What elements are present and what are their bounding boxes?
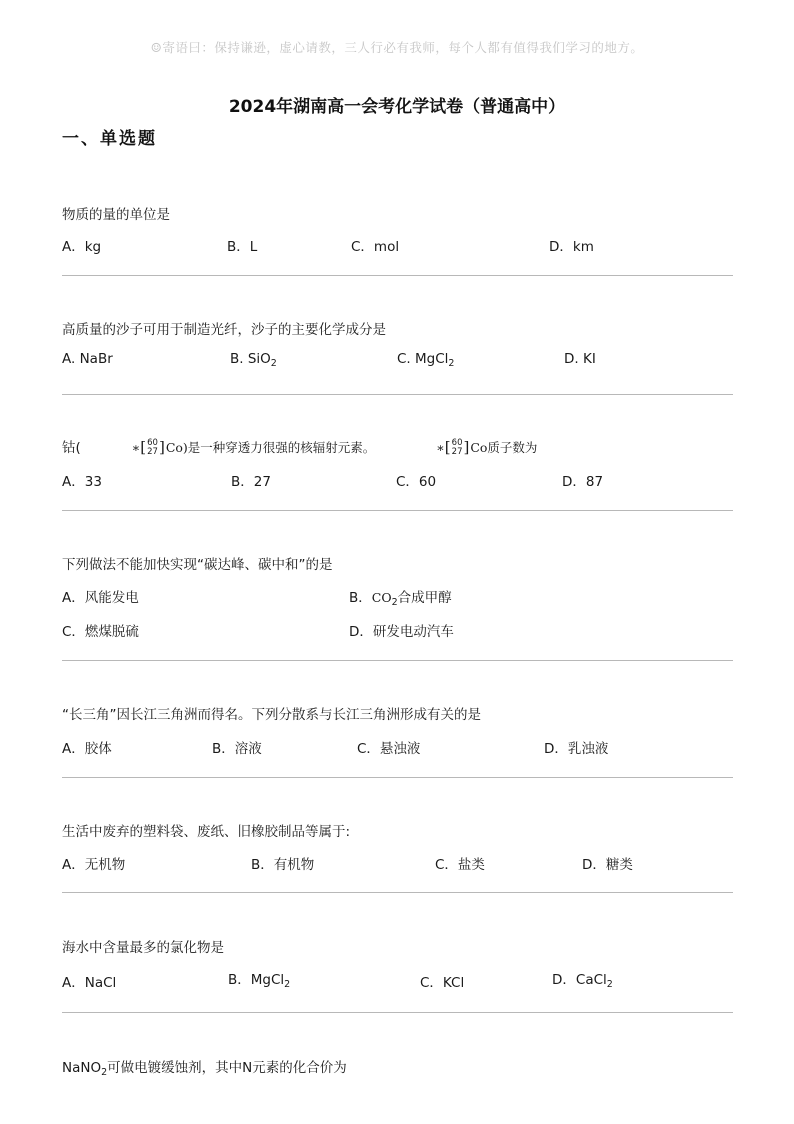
divider [62,660,733,661]
q4-option-b-letter: B． [349,590,372,606]
q2-option-b-text: B. SiO [230,351,271,367]
question-8-stem [62,1056,347,1076]
question-1-stem: 物质的量的单位是 [62,207,170,223]
exam-title: 2024年湖南高一会考化学试卷（普通高中） [228,97,566,117]
section-heading: 一、单选题 [62,129,157,149]
question-2-stem: 高质量的沙子可用于制造光纤，沙子的主要化学成分是 [62,322,386,338]
divider [62,510,733,511]
q4-option-b[interactable] [349,586,452,606]
question-3-stem [62,436,537,457]
asterisk: ∗ [131,440,141,455]
q2-option-a[interactable]: A. NaBr [62,351,113,367]
divider [62,1012,733,1013]
nuclide-cobalt-60: ∗ [ 60 27 ] [131,437,165,457]
subscript: 2 [448,358,455,369]
q1-option-c[interactable]: C．mol [351,239,400,255]
q3-option-c[interactable]: C．60 [396,474,437,490]
q8-stem-text: 可做电镀缓蚀剂，其中N元素的化合价为 [107,1060,347,1076]
q4-option-a[interactable]: A．风能发电 [62,590,139,606]
q3-option-b[interactable]: B．27 [231,474,271,490]
q6-option-c[interactable]: C．盐类 [435,857,485,873]
q2-option-c[interactable] [397,351,454,367]
q5-option-a[interactable]: A．胶体 [62,741,112,757]
q4-option-b-text: 合成甲醇 [397,590,452,606]
q1-option-d[interactable]: D．km [549,239,594,255]
subscript: 2 [606,979,613,990]
mass-number: 60 [147,437,158,448]
q8-formula: NaNO [62,1060,102,1076]
q7-option-c[interactable]: C．KCl [420,975,465,991]
q7-option-b-text: B．MgCl [228,972,285,988]
subscript: 2 [391,597,398,608]
q1-option-b[interactable]: B．L [227,239,258,255]
watermark-motto: ☺寄语曰：保持谦逊，虚心请教，三人行必有我师，每个人都有值得我们学习的地方。 [150,40,644,55]
q3-stem-end: Co质子数为 [470,440,538,455]
q6-option-d[interactable]: D．糖类 [582,857,633,873]
atomic-number: 27 [451,446,463,457]
question-7-stem: 海水中含量最多的氯化物是 [62,940,224,956]
q4-option-d[interactable]: D．研发电动汽车 [349,624,454,640]
q2-option-d[interactable]: D. KI [564,351,596,367]
q4-option-b-formula: CO [371,590,392,605]
mass-number: 60 [451,437,463,448]
q5-option-b[interactable]: B．溶液 [212,741,262,757]
q1-option-a[interactable]: A．kg [62,239,102,255]
q5-option-c[interactable]: C．悬浊液 [357,741,421,757]
q3-option-d[interactable]: D．87 [562,474,604,490]
subscript: 2 [270,358,277,369]
question-5-stem: “长三角”因长江三角洲而得名。下列分散系与长江三角洲形成有关的是 [62,707,481,723]
q4-option-c[interactable]: C．燃煤脱硫 [62,624,139,640]
divider [62,777,733,778]
subscript: 2 [101,1067,108,1078]
q2-option-b[interactable] [230,351,277,367]
q3-option-a[interactable]: A．33 [62,474,102,490]
atomic-number: 27 [147,446,158,457]
q7-option-d-text: D．CaCl [552,972,607,988]
subscript: 2 [284,979,291,990]
q3-stem-start: 钴( [62,440,81,456]
asterisk: ∗ [436,440,445,455]
q7-option-a[interactable]: A．NaCl [62,975,117,991]
q6-option-a[interactable]: A．无机物 [62,857,126,873]
q7-option-b[interactable] [228,968,290,988]
divider [62,892,733,893]
divider [62,275,733,276]
q5-option-d[interactable]: D．乳浊液 [544,741,609,757]
divider [62,394,733,395]
question-4-stem: 下列做法不能加快实现“碳达峰、碳中和”的是 [62,557,333,573]
q2-option-c-text: C. MgCl [397,351,449,367]
q3-stem-middle: Co)是一种穿透力很强的核辐射元素。 [165,440,376,455]
q6-option-b[interactable]: B．有机物 [251,857,315,873]
question-6-stem: 生活中废弃的塑料袋、废纸、旧橡胶制品等属于: [62,824,351,840]
nuclide-cobalt-60: ∗ [ 60 27 ] [436,437,470,457]
q7-option-d[interactable] [552,968,613,988]
